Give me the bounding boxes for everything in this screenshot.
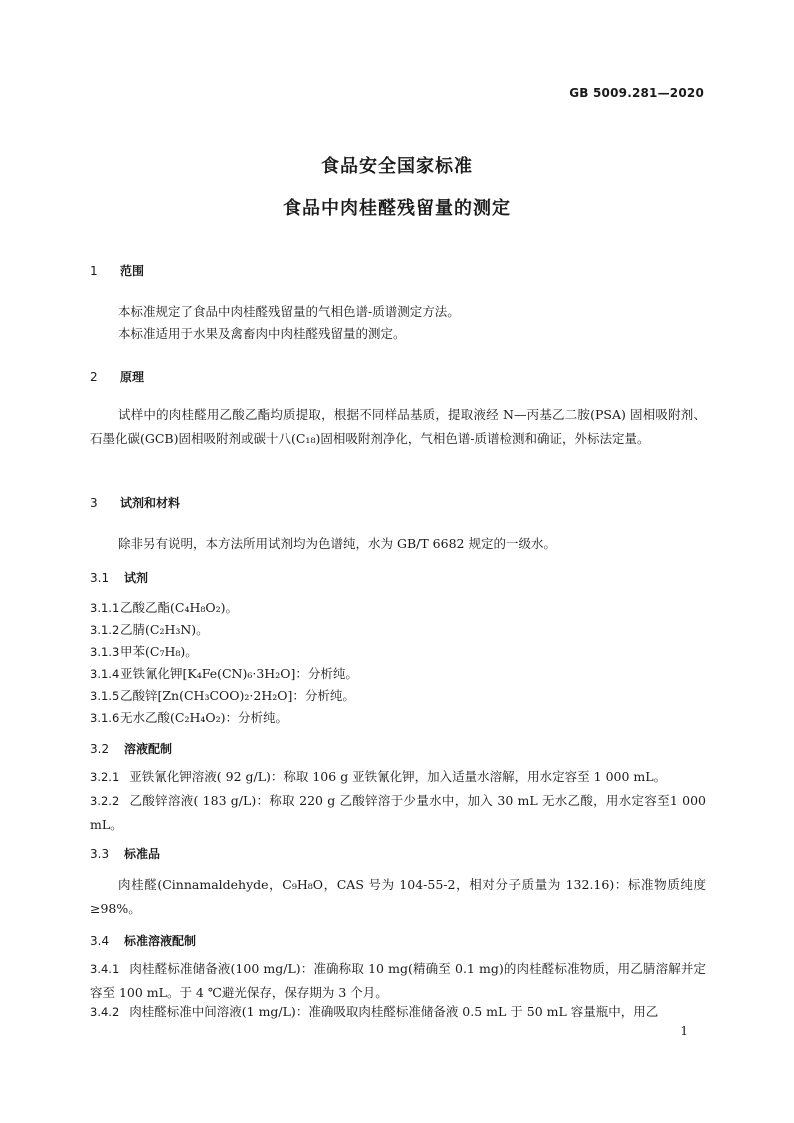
item-text: 亚铁氰化钾溶液( 92 g/L)：称取 106 g 亚铁氰化钾，加入适量水溶解，用水定容至 1 000 mL。 <box>129 769 667 784</box>
section-number: 1 <box>90 264 98 278</box>
section-1-paragraph-2: 本标准适用于水果及禽畜肉中肉桂醛残留量的测定。 <box>118 326 406 341</box>
list-item <box>90 789 706 837</box>
section-3-3-heading <box>90 845 160 862</box>
list-item <box>90 686 355 704</box>
list-item <box>90 765 706 789</box>
section-number: 3.2 <box>90 742 110 756</box>
section-title: 标准品 <box>124 847 161 861</box>
item-number: 3.1.5 <box>90 689 120 703</box>
section-3-heading <box>90 494 180 511</box>
document-title-line2: 食品中肉桂醛残留量的测定 <box>283 198 511 219</box>
item-number: 3.4.1 <box>90 962 120 976</box>
section-title: 原理 <box>120 370 145 384</box>
section-number: 3.3 <box>90 847 110 861</box>
list-item <box>90 664 358 682</box>
section-number: 3.4 <box>90 934 110 948</box>
page-number: 1 <box>680 1024 688 1038</box>
item-text: 肉桂醛标准中间溶液(1 mg/L)：准确吸取肉桂醛标准储备液 0.5 mL 于 50 mL 容量瓶中，用乙 <box>129 1004 659 1019</box>
section-3-paragraph: 除非另有说明，本方法所用试剂均为色谱纯，水为 GB/T 6682 规定的一级水。 <box>118 536 556 551</box>
section-number: 2 <box>90 370 98 384</box>
item-text: 乙腈(C₂H₃N)。 <box>120 622 209 637</box>
section-3-1-heading <box>90 569 148 586</box>
section-title: 试剂和材料 <box>120 496 181 510</box>
list-item <box>90 620 209 638</box>
section-3-3-paragraph: 肉桂醛(Cinnamaldehyde，C₉H₈O，CAS 号为 104-55-2，相对分子质量为 132.16)：标准物质纯度≥98%。 <box>90 877 706 916</box>
section-title: 试剂 <box>124 571 149 585</box>
list-item <box>90 708 288 726</box>
section-title: 标准溶液配制 <box>124 934 197 948</box>
list-item <box>90 642 198 660</box>
section-number: 3.1 <box>90 571 110 585</box>
item-number: 3.2.2 <box>90 794 120 808</box>
section-title: 范围 <box>120 264 145 278</box>
item-text: 亚铁氰化钾[K₄Fe(CN)₆·3H₂O]：分析纯。 <box>120 666 358 681</box>
item-number: 3.4.2 <box>90 1005 120 1019</box>
item-number: 3.1.1 <box>90 601 120 615</box>
section-3-4-heading <box>90 932 196 949</box>
item-text: 无水乙酸(C₂H₄O₂)：分析纯。 <box>120 710 288 725</box>
item-text: 肉桂醛标准储备液(100 mg/L)：准确称取 10 mg(精确至 0.1 mg)的肉桂醛标准物质，用乙腈溶解并定容至 100 mL。于 4 ℃避光保存，保存期为 3 个月。 <box>90 961 706 1000</box>
list-item <box>90 1000 706 1024</box>
item-number: 3.1.4 <box>90 667 120 681</box>
section-2-heading <box>90 368 144 385</box>
item-text: 乙酸锌[Zn(CH₃COO)₂·2H₂O]：分析纯。 <box>120 688 355 703</box>
section-1-paragraph-1: 本标准规定了食品中肉桂醛残留量的气相色谱-质谱测定方法。 <box>118 304 460 319</box>
item-number: 3.1.3 <box>90 645 120 659</box>
item-text: 甲苯(C₇H₈)。 <box>120 644 198 659</box>
section-title: 溶液配制 <box>124 742 173 756</box>
item-number: 3.2.1 <box>90 770 120 784</box>
list-item <box>90 957 706 1005</box>
item-text: 乙酸锌溶液( 183 g/L)：称取 220 g 乙酸锌溶于少量水中，加入 30 mL 无水乙酸，用水定容至1 000 mL。 <box>90 793 706 832</box>
section-1-heading <box>90 262 144 279</box>
item-number: 3.1.6 <box>90 711 120 725</box>
section-number: 3 <box>90 496 98 510</box>
item-text: 乙酸乙酯(C₄H₈O₂)。 <box>120 600 238 615</box>
list-item <box>90 598 238 616</box>
standard-number: GB 5009.281—2020 <box>569 86 704 100</box>
document-title-line1: 食品安全国家标准 <box>321 156 473 177</box>
section-3-2-heading <box>90 740 172 757</box>
item-number: 3.1.2 <box>90 623 120 637</box>
section-2-paragraph: 试样中的肉桂醛用乙酸乙酯均质提取，根据不同样品基质，提取液经 N—丙基乙二胺(PSA) 固相吸附剂、石墨化碳(GCB)固相吸附剂或碳十八(C₁₈)固相吸附剂净化，气相色谱-质谱检测和确证，外标法定量。 <box>90 407 706 446</box>
